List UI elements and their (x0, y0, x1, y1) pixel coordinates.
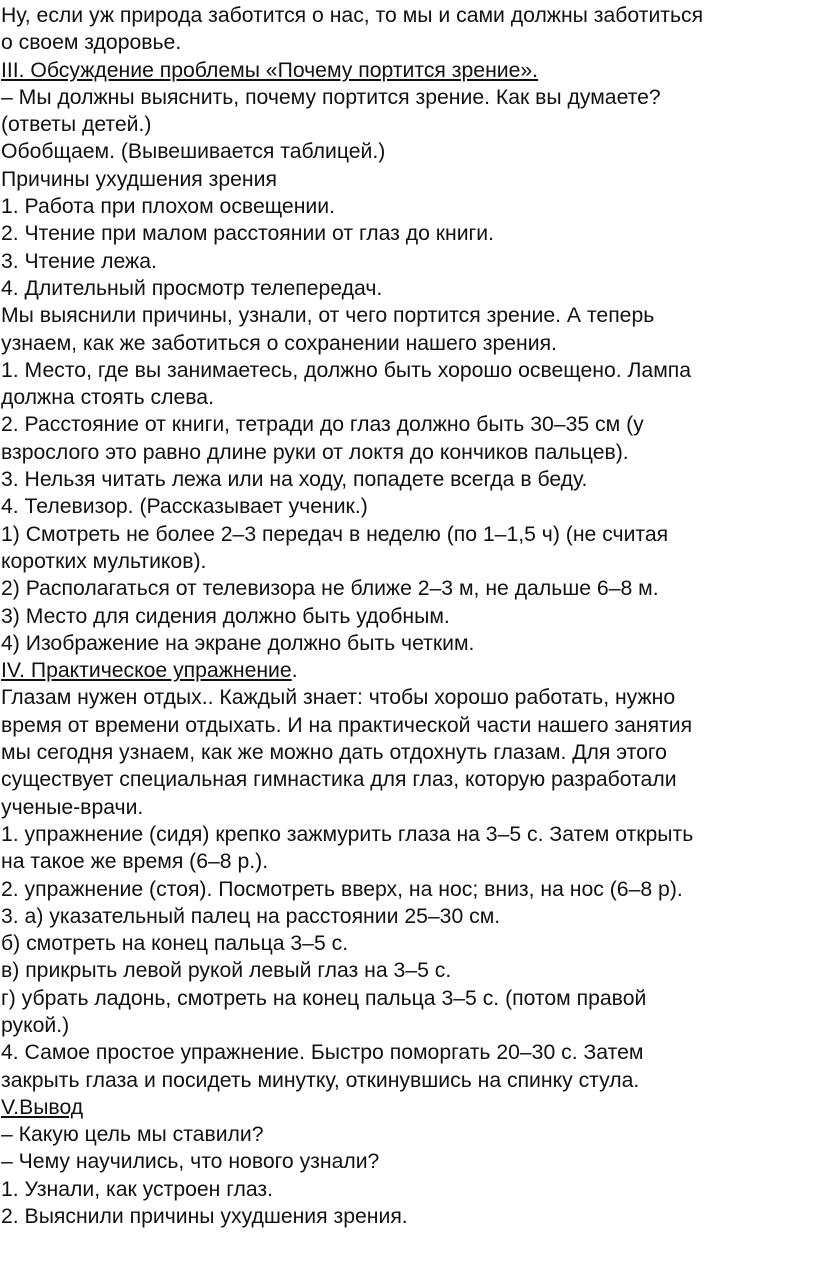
list-item: 3. Чтение лежа. (1, 249, 157, 273)
section-heading-practice-text: IV. Практическое упражнение (1, 659, 292, 683)
text-line: Глазам нужен отдых.. Каждый знает: чтобы хорошо работать, нужно (1, 686, 676, 710)
text-line: рукой.) (1, 1013, 70, 1037)
list-item: 3. Нельзя читать лежа или на ходу, попадете всегда в беду. (1, 468, 588, 492)
list-item: 1. Место, где вы занимаетесь, должно быть хорошо освещено. Лампа (1, 358, 692, 382)
text-line: Ну, если уж природа заботится о нас, то мы и сами должны заботиться (1, 4, 704, 27)
text-line: закрыть глаза и посидеть минутку, откинувшись на спинку стула. (1, 1068, 640, 1092)
list-item: 1) Смотреть не более 2–3 передач в неделю (по 1–1,5 ч) (не считая (1, 522, 669, 546)
section-heading-conclusion: V.Вывод (1, 1095, 84, 1119)
list-item: в) прикрыть левой рукой левый глаз на 3–5 с. (1, 959, 452, 983)
list-item: 1. Работа при плохом освещении. (1, 195, 335, 219)
list-item: 2) Располагаться от телевизора не ближе 2–3 м, не дальше 6–8 м. (1, 577, 659, 601)
text-line: ученые-врачи. (1, 795, 144, 819)
list-item: б) смотреть на конец пальца 3–5 с. (1, 932, 349, 956)
text-line: коротких мультиков). (1, 549, 207, 573)
text-line: существует специальная гимнастика для глаз, которую разработали (1, 768, 677, 792)
list-item: г) убрать ладонь, смотреть на конец пальца 3–5 с. (потом правой (1, 986, 647, 1010)
list-heading-causes: Причины ухудшения зрения (1, 167, 277, 191)
list-item: 4. Телевизор. (Рассказывает ученик.) (1, 495, 368, 519)
text-line: (ответы детей.) (1, 113, 152, 137)
text-line: Обобщаем. (Вывешивается таблицей.) (1, 140, 386, 164)
list-item: 3. а) указательный палец на расстоянии 25–30 см. (1, 904, 501, 928)
list-item: 3) Место для сидения должно быть удобным. (1, 604, 450, 628)
text-line: узнаем, как же заботиться о сохранении нашего зрения. (1, 331, 557, 355)
text-line: Мы выяснили причины, узнали, от чего портится зрение. А теперь (1, 304, 655, 328)
list-item: 4. Самое простое упражнение. Быстро поморгать 20–30 с. Затем (1, 1041, 644, 1065)
text-line: – Мы должны выяснить, почему портится зрение. Как вы думаете? (1, 85, 661, 109)
text-line: о своем здоровье. (1, 31, 182, 55)
list-item: 1. упражнение (сидя) крепко зажмурить глаза на 3–5 с. Затем открыть (1, 822, 694, 846)
list-item: 2. Чтение при малом расстоянии от глаз до книги. (1, 222, 495, 246)
section-heading-practice (1, 657, 816, 684)
list-item: 2. Расстояние от книги, тетради до глаз должно быть 30–35 см (у (1, 413, 644, 437)
list-item: 1. Узнали, как устроен глаз. (1, 1177, 274, 1201)
heading-period: . (291, 659, 298, 683)
text-line: на такое же время (6–8 р.). (1, 850, 269, 874)
section-heading-discussion: III. Обсуждение проблемы «Почему портится зрение». (1, 58, 539, 82)
text-line: должна стоять слева. (1, 386, 214, 410)
list-item: 2. Выяснили причины ухудшения зрения. (1, 1205, 408, 1229)
text-line: – Чему научились, что нового узнали? (1, 1150, 380, 1174)
list-item: 4) Изображение на экране должно быть четким. (1, 631, 475, 655)
text-line: время от времени отдыхать. И на практической части нашего занятия (1, 713, 693, 737)
text-line: взрослого это равно длине руки от локтя до кончиков пальцев). (1, 440, 629, 464)
text-line: – Какую цель мы ставили? (1, 1123, 264, 1147)
list-item: 4. Длительный просмотр телепередач. (1, 276, 383, 300)
list-item: 2. упражнение (стоя). Посмотреть вверх, на нос; вниз, на нос (6–8 р). (1, 877, 683, 901)
text-line: мы сегодня узнаем, как же можно дать отдохнуть глазам. Для этого (1, 741, 667, 765)
